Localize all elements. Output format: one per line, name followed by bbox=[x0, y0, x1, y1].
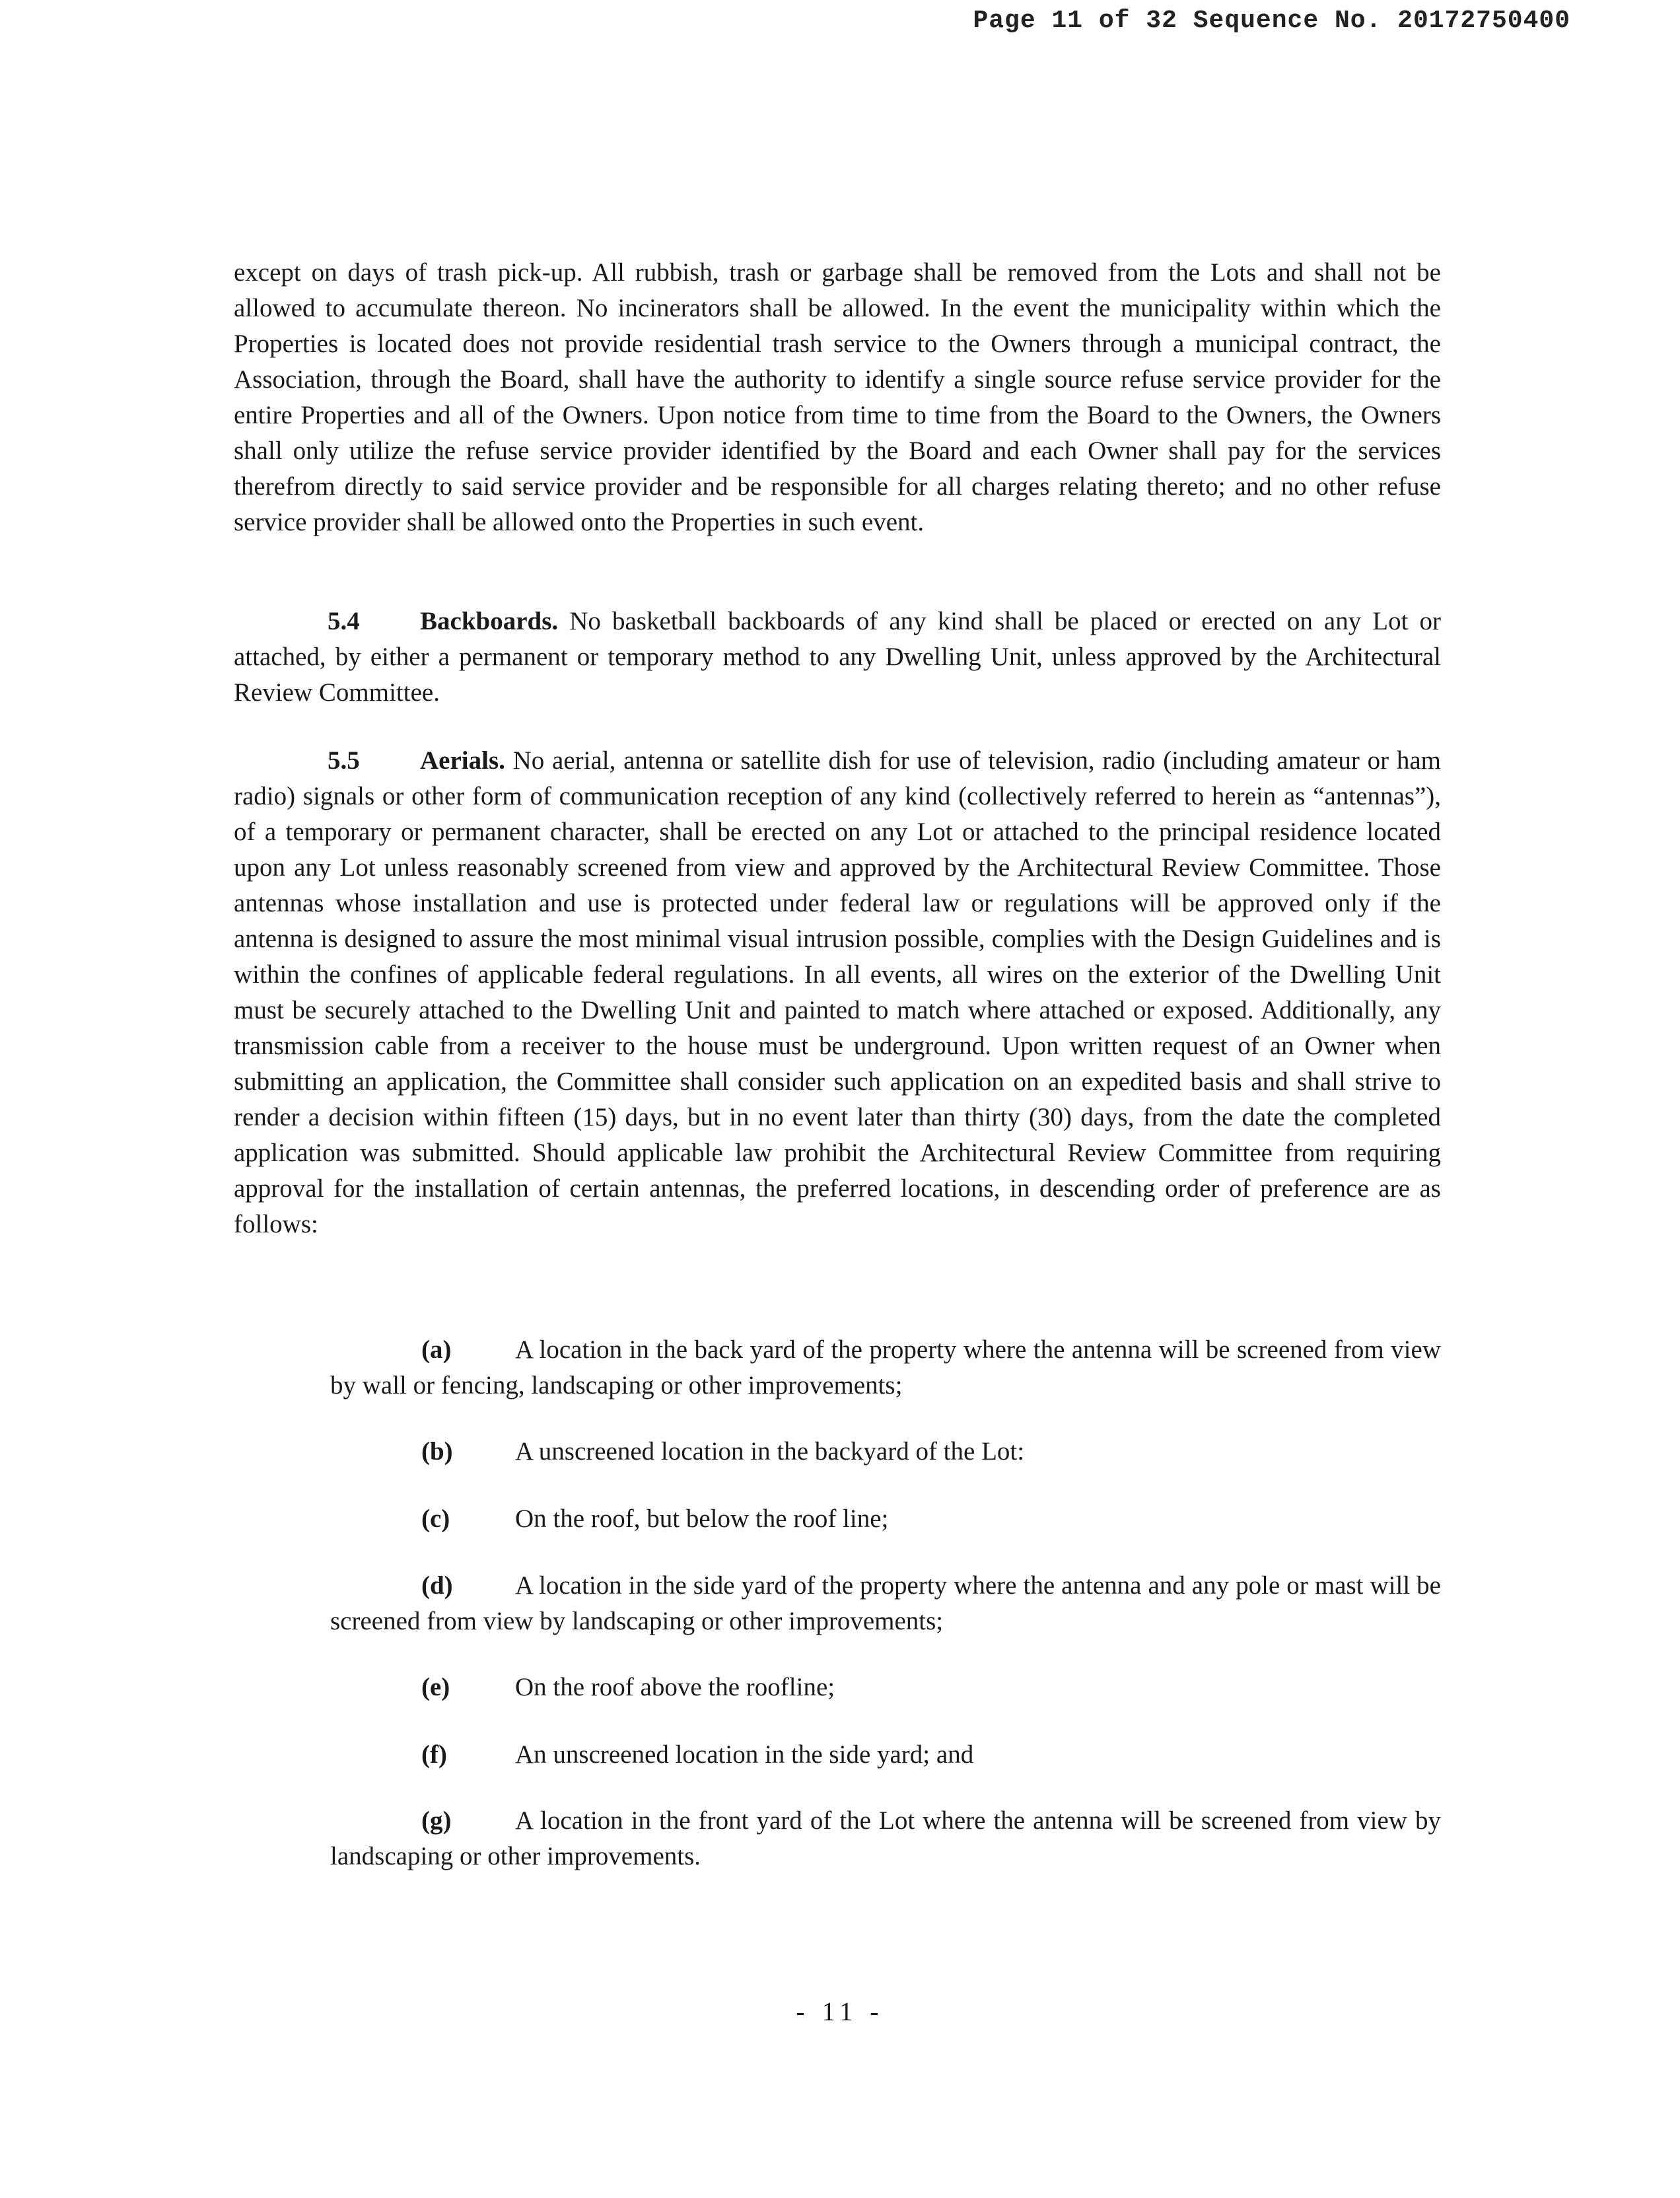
continuation-paragraph: except on days of trash pick-up. All rubbish, trash or garbage shall be removed from the Lots and shall not be allowed to accumulate thereon. No incinerators shall be allowed. In the event the municipality within which the Properties is located does not provide residential trash service to the Owners through a municipal contract, the Association, through the Board, shall have the authority to identify a single source refuse service provider for the entire Properties and all of the Owners. Upon notice from time to time from the Board to the Owners, the Owners shall only utilize the refuse service provider identified by the Board and each Owner shall pay for the services therefrom directly to said service provider and be responsible for all charges relating thereto; and no other refuse service provider shall be allowed onto the Properties in such event. bbox=[234, 258, 1441, 536]
section-number: 5.4 bbox=[328, 607, 360, 635]
page-number-footer: - 11 - bbox=[796, 1997, 884, 2026]
section-5-5-paragraph bbox=[234, 743, 1441, 1242]
list-item-text: A unscreened location in the backyard of the Lot: bbox=[515, 1437, 1025, 1466]
section-title: Aerials. bbox=[420, 746, 505, 775]
list-item-label: (c) bbox=[421, 1505, 450, 1533]
list-item bbox=[330, 1501, 1441, 1537]
list-item bbox=[330, 1332, 1441, 1403]
list-item-text: A location in the front yard of the Lot where the antenna will be screened from view by landscaping or other improvements. bbox=[330, 1806, 1441, 1870]
section-body: No basketball backboards of any kind shall be placed or erected on any Lot or attached, by either a permanent or temporary method to any Dwelling Unit, unless approved by the Architectural Review Committee. bbox=[234, 607, 1441, 707]
list-item bbox=[330, 1434, 1441, 1470]
list-item-label: (e) bbox=[421, 1673, 450, 1701]
list-item-text: An unscreened location in the side yard; and bbox=[515, 1740, 974, 1769]
list-item bbox=[330, 1803, 1441, 1874]
list-item-text: A location in the back yard of the property where the antenna will be screened from view by wall or fencing, landscaping or other improvements; bbox=[330, 1335, 1441, 1400]
list-item-text: On the roof, but below the roof line; bbox=[515, 1505, 889, 1533]
list-item-label: (b) bbox=[421, 1437, 453, 1466]
list-item-label: (g) bbox=[421, 1806, 452, 1835]
section-5-4-paragraph bbox=[234, 604, 1441, 711]
list-item-label: (f) bbox=[421, 1740, 447, 1769]
section-number: 5.5 bbox=[328, 746, 360, 775]
section-title: Backboards. bbox=[420, 607, 559, 635]
list-item bbox=[330, 1737, 1441, 1773]
list-item-label: (d) bbox=[421, 1571, 453, 1600]
list-item-text: On the roof above the roofline; bbox=[515, 1673, 835, 1701]
section-body: No aerial, antenna or satellite dish for use of television, radio (including amateur or ham radio) signals or other form of communication reception of any kind (collectively referred to herein as “antennas”), of a temporary or permanent character, shall be erected on any Lot or attached to the principal residence located upon any Lot unless reasonably screened from view and approved by the Architectural Review Committee. Those antennas whose installation and use is protected under federal law or regulations will be approved only if the antenna is designed to assure the most minimal visual intrusion possible, complies with the Design Guidelines and is within the confines of applicable federal regulations. In all events, all wires on the exterior of the Dwelling Unit must be securely attached to the Dwelling Unit and painted to match where attached or exposed. Additionally, any transmission cable from a receiver to the house must be underground. Upon written request of an Owner when submitting an application, the Committee shall consider such application on an expedited basis and shall strive to render a decision within fifteen (15) days, but in no event later than thirty (30) days, from the date the completed application was submitted. Should applicable law prohibit the Architectural Review Committee from requiring approval for the installation of certain antennas, the preferred locations, in descending order of preference are as follows: bbox=[234, 746, 1441, 1238]
page-sequence-header: Page 11 of 32 Sequence No. 20172750400 bbox=[973, 7, 1570, 35]
list-item-label: (a) bbox=[421, 1335, 452, 1364]
list-item bbox=[330, 1670, 1441, 1705]
list-item bbox=[330, 1568, 1441, 1639]
list-item-text: A location in the side yard of the property where the antenna and any pole or mast will be screened from view by landscaping or other improvements; bbox=[330, 1571, 1441, 1635]
